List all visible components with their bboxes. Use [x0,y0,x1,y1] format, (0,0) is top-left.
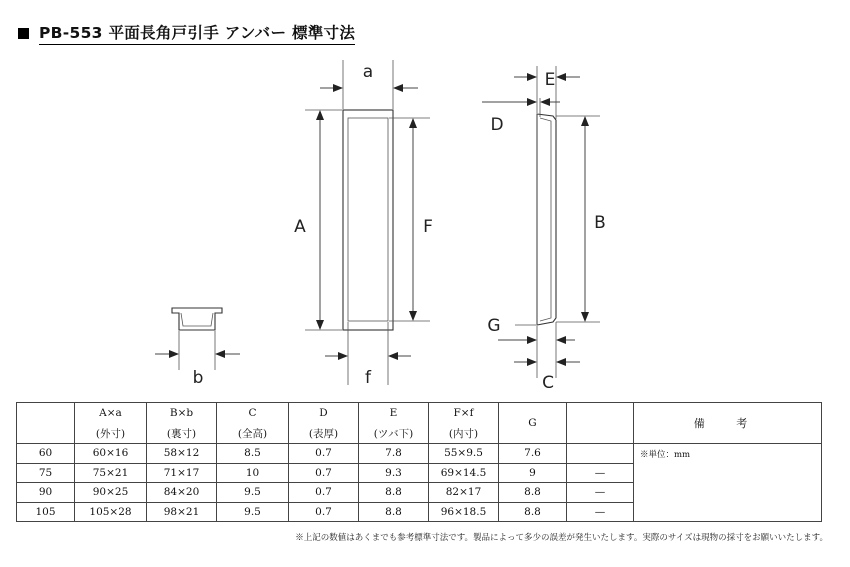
cell-G: 8.8 [499,502,567,522]
cell-C: 9.5 [217,483,289,503]
cell-C: 8.5 [217,444,289,464]
cell-Ff: 82×17 [429,483,499,503]
subheader-C: (全高) [217,423,289,444]
cell-extra: — [567,502,634,522]
header-Aa: A×a [75,403,147,424]
cell-Aa: 60×16 [75,444,147,464]
header-C: C [217,403,289,424]
cell-C: 10 [217,463,289,483]
cell-D: 0.7 [289,444,359,464]
header-E: E [359,403,429,424]
label-D: D [490,115,504,135]
label-B: B [594,213,606,233]
cell-Bb: 71×17 [147,463,217,483]
cell-size: 105 [17,502,75,522]
subheader-Ff: (内寸) [429,423,499,444]
header-remarks: 備 考 [634,403,822,444]
cell-Aa: 75×21 [75,463,147,483]
label-a: a [362,62,374,82]
header-Ff: F×f [429,403,499,424]
label-b: b [192,368,204,388]
cell-Ff: 96×18.5 [429,502,499,522]
cell-Aa: 90×25 [75,483,147,503]
header-D: D [289,403,359,424]
cell-G: 9 [499,463,567,483]
cell-Ff: 55×9.5 [429,444,499,464]
remarks-cell: ※単位：mm [634,444,822,522]
cell-G: 8.8 [499,483,567,503]
cell-Bb: 58×12 [147,444,217,464]
label-C: C [542,373,554,393]
cell-E: 9.3 [359,463,429,483]
cell-extra: — [567,483,634,503]
cell-size: 60 [17,444,75,464]
label-F: F [423,217,433,237]
cell-size: 75 [17,463,75,483]
dimension-table [16,402,822,522]
label-f: f [365,368,371,388]
cell-E: 8.8 [359,483,429,503]
cell-Bb: 98×21 [147,502,217,522]
front-view [294,60,433,388]
table-header-row [17,403,822,424]
subheader-D: (表厚) [289,423,359,444]
cell-C: 9.5 [217,502,289,522]
cell-G: 7.6 [499,444,567,464]
subheader-E: (ツバ下) [359,423,429,444]
page-title: PB-553 平面長角戸引手 アンバー 標準寸法 [39,21,355,45]
cell-extra: — [567,463,634,483]
header-extra [567,403,634,444]
subheader-Bb: (裏寸) [147,423,217,444]
header-Bb: B×b [147,403,217,424]
side-view [482,66,606,393]
cell-E: 7.8 [359,444,429,464]
header-size [17,403,75,444]
cell-extra [567,444,634,464]
footnote: ※上記の数値はあくまでも参考標準寸法です。製品によって多少の誤差が発生いたします。実際のサイズは現物の採寸をお願いいたします。 [295,533,828,543]
cell-Aa: 105×28 [75,502,147,522]
cell-D: 0.7 [289,463,359,483]
cell-size: 90 [17,483,75,503]
subheader-Aa: (外寸) [75,423,147,444]
cell-E: 8.8 [359,502,429,522]
cell-D: 0.7 [289,483,359,503]
label-A: A [294,217,306,237]
cross-section-view [155,308,240,388]
cell-Bb: 84×20 [147,483,217,503]
label-G: G [487,316,501,336]
cell-D: 0.7 [289,502,359,522]
cell-Ff: 69×14.5 [429,463,499,483]
label-E: E [544,70,556,90]
header-G: G [499,403,567,444]
table-row [17,444,822,464]
